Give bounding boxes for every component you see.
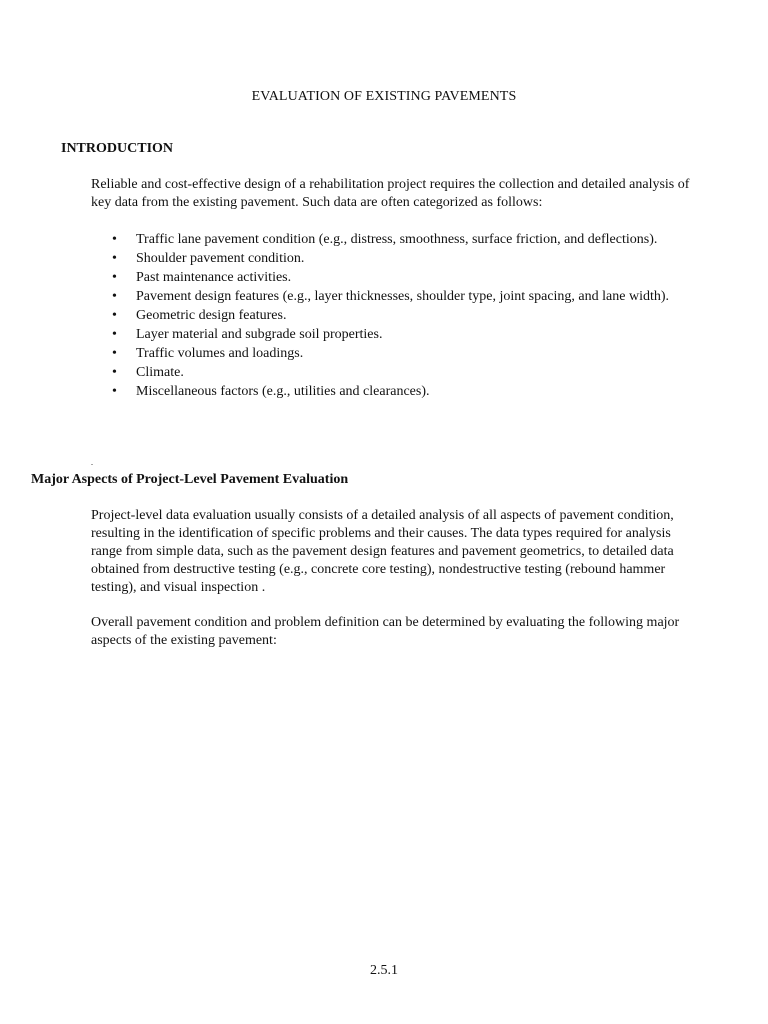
list-item-text: Pavement design features (e.g., layer thicknesses, shoulder type, joint spacing, and lane width).	[136, 289, 670, 304]
bullet-icon: •	[112, 251, 117, 266]
list-item	[91, 364, 691, 382]
list-item	[91, 231, 691, 249]
intro-paragraph: Reliable and cost-effective design of a rehabilitation project requires the collection and detailed analysis of key data from the existing pavement. Such data are often categorized as follows:	[91, 177, 690, 210]
introduction-heading: INTRODUCTION	[61, 141, 174, 156]
list-item	[91, 345, 691, 363]
major-aspects-paragraph-2: Overall pavement condition and problem definition can be determined by evaluating the following major aspects of the existing pavement:	[91, 615, 680, 648]
list-item-text: Traffic volumes and loadings.	[136, 346, 304, 361]
list-item-text: Layer material and subgrade soil properties.	[136, 327, 383, 342]
document-title: EVALUATION OF EXISTING PAVEMENTS	[251, 89, 517, 104]
page-number: 2.5.1	[370, 963, 398, 978]
stray-mark: .	[91, 458, 93, 467]
list-item-text: Traffic lane pavement condition (e.g., distress, smoothness, surface friction, and deflections).	[136, 232, 658, 247]
data-categories-list	[91, 231, 691, 402]
list-item-text: Shoulder pavement condition.	[136, 251, 305, 266]
major-aspects-heading: Major Aspects of Project-Level Pavement Evaluation	[31, 472, 349, 487]
list-item	[91, 307, 691, 325]
list-item	[91, 383, 691, 401]
bullet-icon: •	[112, 232, 117, 247]
bullet-icon: •	[112, 346, 117, 361]
list-item-text: Past maintenance activities.	[136, 270, 292, 285]
bullet-icon: •	[112, 289, 117, 304]
bullet-icon: •	[112, 308, 117, 323]
list-item-text: Climate.	[136, 365, 184, 380]
list-item	[91, 326, 691, 344]
list-item	[91, 288, 691, 306]
bullet-icon: •	[112, 270, 117, 285]
bullet-icon: •	[112, 365, 117, 380]
bullet-icon: •	[112, 327, 117, 342]
list-item	[91, 269, 691, 287]
list-item-text: Geometric design features.	[136, 308, 287, 323]
major-aspects-paragraph-1: Project-level data evaluation usually consists of a detailed analysis of all aspects of pavement condition, resulting in the identification of specific problems and their causes. The data types required for analysis range from simple data, such as the pavement design features and pavement geometrics, to detailed data obtained from destructive testing (e.g., concrete core testing), nondestructive testing (rebound hammer testing), and visual inspection .	[91, 508, 674, 595]
bullet-icon: •	[112, 384, 117, 399]
list-item-text: Miscellaneous factors (e.g., utilities and clearances).	[136, 384, 430, 399]
list-item	[91, 250, 691, 268]
